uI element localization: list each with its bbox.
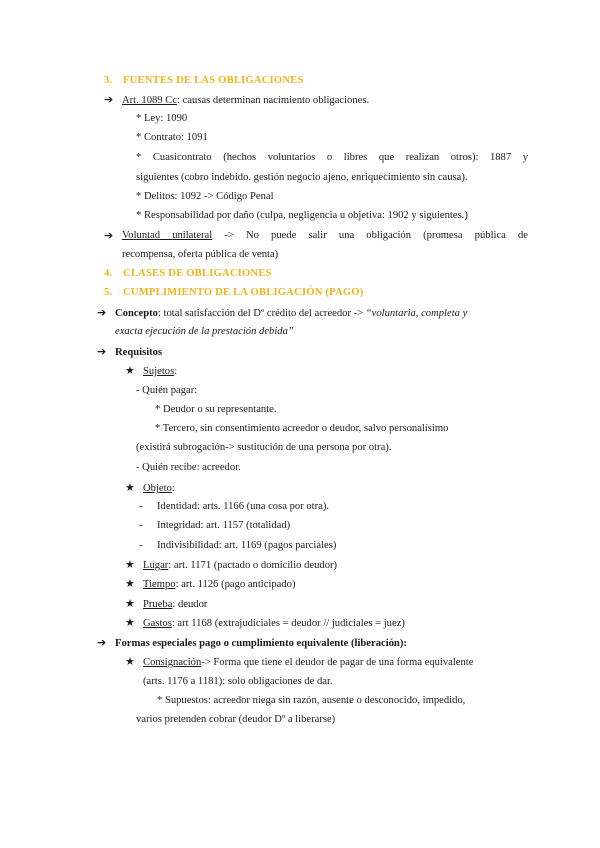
consignacion-text-cont: (arts. 1176 a 1181): solo obligaciones de dar.: [143, 676, 333, 687]
consignacion-label: Consignación: [143, 657, 202, 668]
consignacion-text: -> Forma que tiene el deudor de pagar de una forma equivalente: [201, 657, 474, 668]
tiempo-text: : art. 1126 (pago anticipado): [175, 579, 296, 590]
fuente-responsabilidad: * Responsabilidad por daño (culpa, negligencia u objetiva: 1902 y siguientes.): [136, 210, 468, 221]
star-icon: ★: [125, 481, 135, 494]
sujetos-subrogacion: (existirá subrogación-> sustitución de una persona por otra).: [136, 442, 392, 453]
star-icon: ★: [125, 616, 135, 629]
sujetos-label: Sujetos: [143, 366, 175, 377]
section-heading-5: [104, 286, 363, 300]
dash-bullet: -: [139, 540, 143, 551]
supuestos-line: * Supuestos: acreedor niega sin razón, ausente o desconocido, impedido,: [157, 695, 466, 706]
prueba-text: : deudor: [172, 599, 208, 610]
section-heading-4: [104, 267, 272, 281]
sujetos-tercero: * Tercero, sin consentimiento acreedor o deudor, salvo personalísimo: [155, 423, 449, 434]
section-number: 5.: [104, 287, 113, 298]
fuente-cuasicontrato: * Cuasicontrato (hechos voluntarios o libres que realizan otros): 1887 y: [136, 152, 528, 163]
arrow-icon: ➔: [97, 306, 107, 319]
requisitos-line: [97, 345, 162, 360]
section-number: 4.: [104, 268, 113, 279]
arrow-icon: ➔: [97, 345, 107, 358]
section-title: CLASES DE OBLIGACIONES: [123, 268, 272, 279]
concepto-text: : total satisfacción del Dº crédito del acreedor ->: [157, 308, 366, 319]
lugar-line: [125, 558, 337, 573]
voluntad-text-cont: recompensa, oferta pública de venta): [122, 249, 279, 260]
objeto-colon: :: [171, 483, 175, 494]
section-title: FUENTES DE LAS OBLIGACIONES: [123, 75, 304, 86]
lugar-label: Lugar: [143, 560, 169, 571]
fuentes-art-line: [104, 93, 369, 108]
star-icon: ★: [125, 577, 135, 590]
concepto-quote: “voluntaria, completa y: [365, 308, 468, 319]
prueba-line: [125, 597, 207, 612]
objeto-label: Objeto: [143, 483, 172, 494]
objeto-item-text: Integridad: art. 1157 (totalidad): [157, 520, 291, 531]
section-title: CUMPLIMIENTO DE LA OBLIGACIÓN (PAGO): [123, 287, 364, 298]
requisitos-label: Requisitos: [115, 347, 163, 358]
formas-label: Formas especiales pago o cumplimiento equivalente (liberación):: [115, 638, 407, 649]
section-number: 3.: [104, 75, 113, 86]
objeto-item-text: Identidad: arts. 1166 (una cosa por otra).: [157, 501, 329, 512]
arrow-icon: ➔: [104, 93, 114, 106]
art-1089-label: Art. 1089 Cc: [122, 95, 178, 106]
objeto-indivisibilidad: [139, 539, 336, 553]
sujetos-colon: :: [174, 366, 178, 377]
gastos-line: [125, 616, 405, 631]
tiempo-line: [125, 577, 296, 592]
voluntad-wrap: [122, 229, 528, 243]
objeto-identidad: [139, 500, 329, 514]
concepto-label: Concepto: [115, 308, 158, 319]
lugar-text: : art. 1171 (pactado o domicilio deudor): [168, 560, 338, 571]
concepto-quote-cont: exacta ejecución de la prestación debida”: [115, 326, 294, 337]
sujetos-quien-recibe: - Quién recibe: acreedor.: [136, 462, 241, 473]
supuestos-line-cont: varios pretenden cobrar (deudor Dº a liberarse): [136, 714, 336, 725]
gastos-text: : art 1168 (extrajudiciales = deudor // judiciales = juez): [171, 618, 405, 629]
prueba-label: Prueba: [143, 599, 173, 610]
consignacion-line: [125, 655, 473, 670]
fuente-cuasicontrato-cont: siguientes (cobro indebido. gestión negocio ajeno, enriquecimiento sin causa).: [136, 172, 468, 183]
formas-line: [97, 636, 407, 651]
dash-bullet: -: [139, 501, 143, 512]
fuente-ley: * Ley: 1090: [136, 113, 188, 124]
voluntad-text: -> No puede salir una obligación (promesa pública de: [212, 230, 528, 241]
star-icon: ★: [125, 597, 135, 610]
fuente-contrato: * Contrato: 1091: [136, 132, 208, 143]
star-icon: ★: [125, 655, 135, 668]
concepto-line: [97, 306, 467, 321]
star-icon: ★: [125, 364, 135, 377]
arrow-icon: ➔: [104, 229, 114, 242]
objeto-item-text: Indivisibilidad: art. 1169 (pagos parciales): [157, 540, 337, 551]
voluntad-label: Voluntad unilateral: [122, 230, 213, 241]
section-heading-3: [104, 74, 304, 88]
voluntad-line: [104, 229, 528, 243]
tiempo-label: Tiempo: [143, 579, 176, 590]
arrow-icon: ➔: [97, 636, 107, 649]
art-1089-text: : causas determinan nacimiento obligaciones.: [177, 95, 370, 106]
gastos-label: Gastos: [143, 618, 172, 629]
objeto-integridad: [139, 519, 290, 533]
dash-bullet: -: [139, 520, 143, 531]
sujetos-quien-pagar: - Quién pagar:: [136, 385, 198, 396]
star-icon: ★: [125, 558, 135, 571]
sujetos-line: [125, 364, 177, 379]
sujetos-deudor: * Deudor o su representante.: [155, 404, 277, 415]
fuente-delitos: * Delitos: 1092 -> Código Penal: [136, 191, 274, 202]
objeto-line: [125, 481, 175, 496]
